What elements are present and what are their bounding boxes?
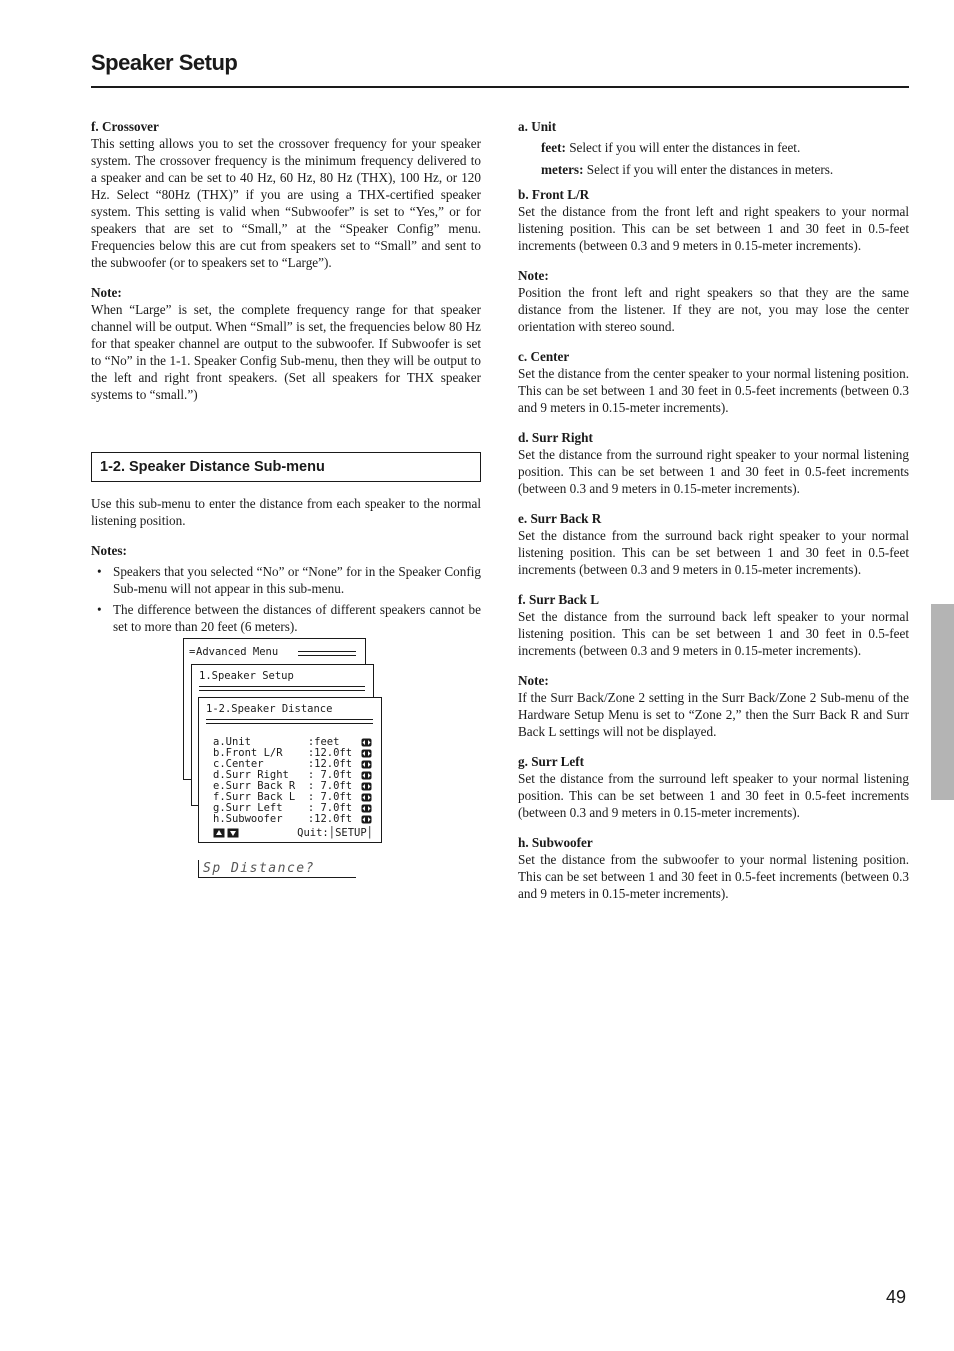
osd-row-surr-right[interactable]: d.Surr Right : 7.0ft (213, 769, 353, 781)
left-right-icon (361, 793, 372, 802)
surr-left-body: Set the distance from the surround left speaker to your normal listening position. This can be set between 1 and 30 feet in 0.5-feet increments (between 0.3 and 9 meters in 0.15-meter increments). (518, 771, 909, 820)
unit-heading: a. Unit (518, 119, 557, 134)
unit-feet-option: feet: Select if you will enter the distances in feet. (541, 140, 801, 155)
note-body: Position the front left and right speakers so that they are the same distance from the listener. If they are not, you may lose the center orientation with stereo sound. (518, 285, 909, 334)
left-right-icon (361, 815, 372, 824)
notes-list (91, 563, 481, 635)
right-column (518, 118, 909, 915)
note-body: If the Surr Back/Zone 2 setting in the Surr Back/Zone 2 Sub-menu of the Hardware Setup Menu is set to “Zone 2,” then the Surr Back R and Surr Back L settings will not be displayed. (518, 690, 909, 739)
section-tab (931, 604, 954, 800)
note-heading: Note: (518, 268, 549, 283)
left-right-icon (361, 771, 372, 780)
speaker-distance-window (198, 697, 382, 843)
title-rule (206, 719, 373, 724)
surr-back-r-body: Set the distance from the surround back right speaker to your normal listening position. This can be set between 1 and 30 feet in 0.5-feet increments (between 0.3 and 9 meters in 0.15-meter increments). (518, 528, 909, 577)
note-heading: Note: (91, 285, 122, 300)
osd-illustration (183, 638, 383, 878)
osd-row-center[interactable]: c.Center :12.0ft (213, 758, 353, 770)
notes-heading: Notes: (91, 543, 127, 558)
speaker-setup-title: 1.Speaker Setup (199, 670, 294, 682)
crossover-heading: f. Crossover (91, 119, 159, 134)
osd-row-surr-back-r[interactable]: e.Surr Back R : 7.0ft (213, 780, 353, 792)
advanced-menu-title: Advanced Menu (196, 646, 279, 658)
osd-row-surr-back-l[interactable]: f.Surr Back L : 7.0ft (213, 791, 353, 803)
osd-footer (213, 828, 373, 839)
center-heading: c. Center (518, 349, 570, 364)
front-body: Set the distance from the front left and right speakers to your normal listening position. This can be set between 1 and 30 feet in 0.5-feet increments (between 0.3 and 9 meters in 0.15-meter increments). (518, 204, 909, 253)
speaker-distance-title: 1-2.Speaker Distance (206, 703, 333, 715)
center-body: Set the distance from the center speaker to your normal listening position. This can be set between 1 and 30 feet in 0.5-feet increments (between 0.3 and 9 meters in 0.15-meter increments). (518, 366, 909, 415)
display-text: Sp Distance? (203, 861, 315, 876)
osd-row-surr-left[interactable]: g.Surr Left : 7.0ft (213, 802, 353, 814)
surr-back-r-heading: e. Surr Back R (518, 511, 602, 526)
submenu-intro: Use this sub-menu to enter the distance from each speaker to the normal listening position. (91, 496, 481, 528)
header-rule (91, 86, 909, 88)
osd-row-unit[interactable]: a.Unit :feet (213, 736, 340, 748)
page-title: Speaker Setup (91, 50, 238, 75)
surr-back-l-body: Set the distance from the surround back left speaker to your normal listening position. This can be set between 1 and 30 feet in 0.5-feet increments (between 0.3 and 9 meters in 0.15-meter increments). (518, 609, 909, 658)
left-right-icon (361, 738, 372, 747)
front-heading: b. Front L/R (518, 187, 590, 202)
surr-left-heading: g. Surr Left (518, 754, 585, 769)
crossover-body: This setting allows you to set the crossover frequency for your speaker system. The crossover frequency is the minimum frequency delivered to a speaker and can be set to 40 Hz, 60 Hz, 80 Hz (THX), 100 Hz, or 120 Hz. Select “80Hz (THX)” if you are using a THX-certified speaker system. This setting is valid when “Subwoofer” is set to “Yes,” or for speakers that are set to “Small,” at the “Speaker Config” menu. Frequencies below this are cut from speakers set to “Small” and sent to the subwoofer (or to speakers set to “Large”). (91, 136, 481, 270)
submenu-title: 1-2. Speaker Distance Sub-menu (91, 452, 481, 482)
left-right-icon (361, 760, 372, 769)
note-heading: Note: (518, 673, 549, 688)
front-panel-display (198, 860, 356, 878)
unit-meters-option: meters: Select if you will enter the distances in meters. (541, 162, 834, 177)
osd-row-front[interactable]: b.Front L/R :12.0ft (213, 747, 353, 759)
osd-row-subwoofer[interactable]: h.Subwoofer :12.0ft (213, 813, 353, 825)
up-down-arrows-icon (213, 828, 240, 841)
list-item: • Speakers that you selected “No” or “None” for in the Speaker Config Sub-menu will not appear in this sub-menu. (97, 564, 481, 596)
surr-back-l-heading: f. Surr Back L (518, 592, 600, 607)
page-number: 49 (886, 1287, 907, 1307)
list-item: • The difference between the distances of different speakers cannot be set to more than 20 feet (6 meters). (97, 602, 481, 634)
left-right-icon (361, 782, 372, 791)
subwoofer-heading: h. Subwoofer (518, 835, 593, 850)
left-right-icon (361, 804, 372, 813)
title-rule (298, 651, 356, 656)
surr-right-body: Set the distance from the surround right speaker to your normal listening position. This can be set between 1 and 30 feet in 0.5-feet increments (between 0.3 and 9 meters in 0.15-meter increments). (518, 447, 909, 496)
subwoofer-body: Set the distance from the subwoofer to your normal listening position. This can be set between 1 and 30 feet in 0.5-feet increments (between 0.3 and 9 meters in 0.15-meter increments). (518, 852, 909, 901)
left-right-icon (361, 749, 372, 758)
left-column (91, 118, 481, 639)
note-body: When “Large” is set, the complete frequency range for that speaker channel will be output. When “Small” is set, the frequencies below 80 Hz for that speaker channel are output to the subwoofer. If Subwoofer is set to “No” in the 1-1. Speaker Config Sub-menu, then they will be output to the left and right front speakers. (Set all speakers for THX speaker systems to “small.”) (91, 302, 481, 402)
quit-hint: Quit:│SETUP│ (297, 827, 373, 839)
title-rule (199, 686, 365, 691)
menu-marker-icon: = (189, 646, 196, 658)
surr-right-heading: d. Surr Right (518, 430, 593, 445)
